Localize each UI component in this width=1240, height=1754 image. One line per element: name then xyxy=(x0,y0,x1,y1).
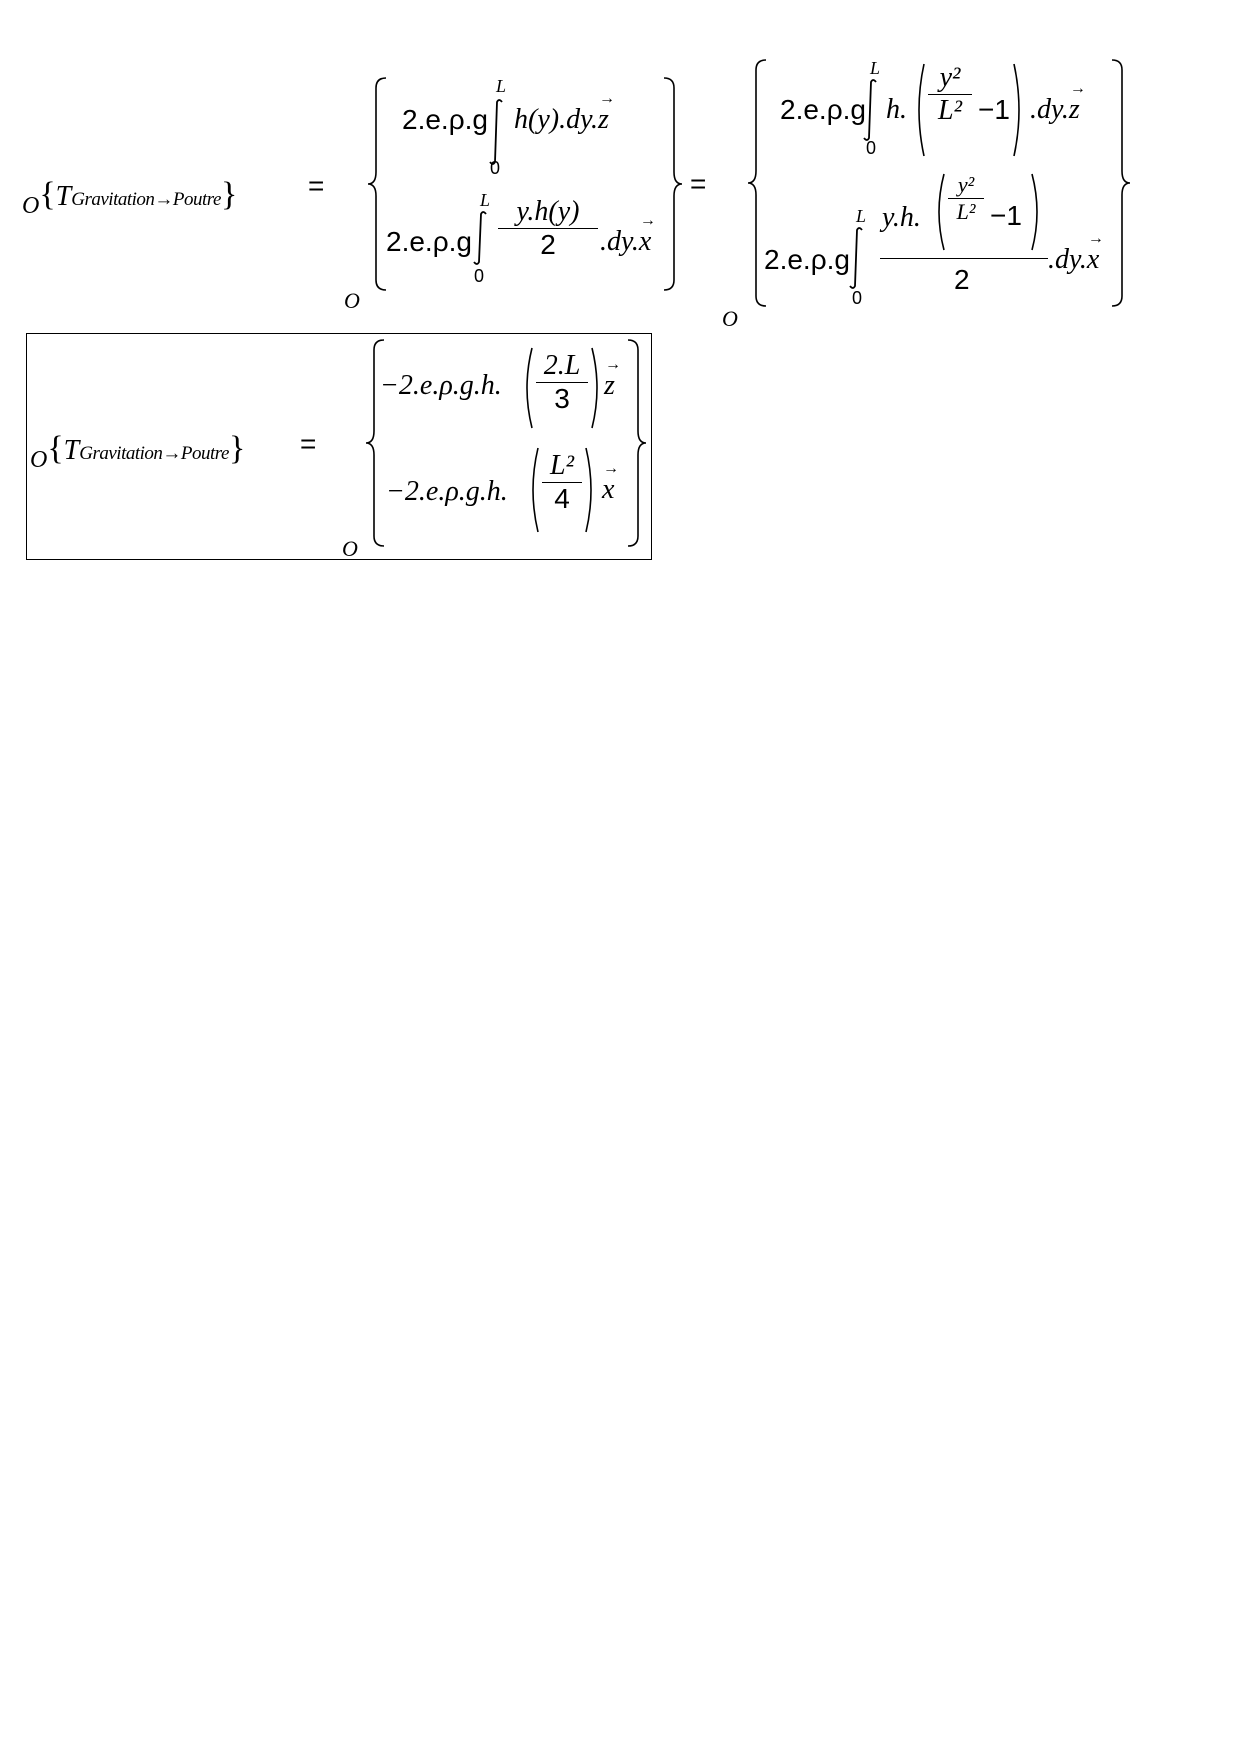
eq1-row1 xyxy=(402,104,488,137)
vector-z: → z xyxy=(1069,94,1080,126)
result-row1-fraction xyxy=(536,350,588,415)
eq1-row1-int-lower: 0 xyxy=(490,158,501,178)
result-row2-fraction xyxy=(542,450,582,515)
eq1-row2-frac-num: y.h(y) xyxy=(516,196,580,227)
equals-sign-2: = xyxy=(690,168,707,199)
eq2-row2-inner-den: L² xyxy=(956,199,976,224)
vector-x: → x xyxy=(602,474,614,506)
eq2-row1-int-upper: L xyxy=(870,58,881,78)
torsor-symbol: T xyxy=(63,435,80,466)
right-curly-brace: } xyxy=(228,430,246,467)
result-row2-left-paren xyxy=(526,446,540,539)
eq1-row1-factor: 2.e.ρ.g xyxy=(402,104,488,135)
result-row1-prefix: −2.e.ρ.g.h. xyxy=(380,370,502,401)
eq2-row1-inner-den: L² xyxy=(938,95,962,126)
result-row2-frac-den: 4 xyxy=(554,483,570,514)
result-equals-sign: = xyxy=(300,428,317,459)
eq1-row1-integrand xyxy=(514,104,609,136)
result-row2-prefix: −2.e.ρ.g.h. xyxy=(386,476,508,507)
eq1-row1-integrand-text: h(y).dy. xyxy=(514,104,598,135)
eq2-row2-tail xyxy=(1048,244,1099,276)
result-reduction-point: O xyxy=(342,536,358,561)
eq2-row2-num-prefix: y.h. xyxy=(882,202,921,233)
eq2-row1-right-paren xyxy=(1012,62,1026,163)
vector-x: → x xyxy=(639,226,651,258)
eq1-reduction-point: O xyxy=(344,288,360,313)
eq2-row2-tail-text: .dy. xyxy=(1048,244,1087,275)
integral-sign-icon xyxy=(860,78,880,142)
eq2-row1-left-paren xyxy=(912,62,926,163)
vector-x: → x xyxy=(1087,244,1099,276)
torsor-symbol: T xyxy=(55,181,72,212)
torsor-subscript-to: Poutre xyxy=(172,189,221,210)
result-row2-frac-num: L² xyxy=(550,450,574,481)
equals-sign-1: = xyxy=(308,170,325,201)
eq1-row2-int-upper: L xyxy=(480,190,491,210)
eq1-row2-int-lower: 0 xyxy=(474,266,485,286)
eq2-row2-minus-one: −1 xyxy=(990,200,1022,231)
eq2-row1-tail xyxy=(1030,94,1080,126)
torsor-point: O xyxy=(30,447,48,473)
eq1-row2-tail-text: .dy. xyxy=(600,226,639,257)
eq1-row2-frac-den: 2 xyxy=(540,229,556,260)
eq1-row2-tail xyxy=(600,226,651,258)
vector-z: → z xyxy=(604,370,615,402)
eq1-row2-fraction xyxy=(498,196,598,261)
result-right-brace xyxy=(626,338,648,548)
left-curly-brace: { xyxy=(39,176,56,213)
result-row1-vector xyxy=(604,370,615,402)
eq2-row2-factor: 2.e.ρ.g xyxy=(764,244,850,275)
torsor-subscript-to: Poutre xyxy=(180,443,229,464)
eq2-row2-den: 2 xyxy=(954,264,970,295)
eq2-row1-h: h. xyxy=(886,94,907,125)
eq2-row1-factor: 2.e.ρ.g xyxy=(780,94,866,125)
eq2-row2-right-paren xyxy=(1030,172,1044,257)
result-row2-right-paren xyxy=(584,446,598,539)
torsor-subscript-from: Gravitation xyxy=(71,189,155,210)
eq2-row1-tail-text: .dy. xyxy=(1030,94,1069,125)
eq1-row2-factor: 2.e.ρ.g xyxy=(386,226,472,257)
torsor-point: O xyxy=(22,193,40,219)
integral-sign-icon xyxy=(846,226,866,290)
eq2-row2-inner-num: y² xyxy=(957,172,975,197)
eq2-row1-inner-num: y² xyxy=(939,62,961,93)
eq2-row2-int-upper: L xyxy=(856,206,867,226)
eq2-row1-int-lower: 0 xyxy=(866,138,877,158)
torsor-subscript-from: Gravitation xyxy=(79,443,163,464)
eq2-row2-left-paren xyxy=(932,172,946,257)
result-torsor-label xyxy=(30,430,245,474)
large-left-brace-1 xyxy=(366,76,388,292)
eq2-row1-inner-fraction xyxy=(928,62,972,127)
right-curly-brace: } xyxy=(220,176,238,213)
left-curly-brace: { xyxy=(47,430,64,467)
vector-z: → z xyxy=(598,104,609,136)
large-right-brace-1 xyxy=(662,76,684,292)
fraction-bar xyxy=(880,258,1048,259)
eq2-row2-inner-fraction xyxy=(948,172,984,225)
eq1-row1-int-upper: L xyxy=(496,76,507,96)
torsor-subscript-arrow: → xyxy=(162,443,181,464)
torsor-subscript-arrow: → xyxy=(154,189,173,210)
large-right-brace-2 xyxy=(1110,58,1132,308)
integral-sign-icon xyxy=(486,98,506,166)
result-row1-frac-num: 2.L xyxy=(543,350,581,381)
result-row2-vector xyxy=(602,474,614,506)
eq2-reduction-point: O xyxy=(722,306,738,331)
eq2-row1-minus-one: −1 xyxy=(978,94,1010,125)
eq2-row2-int-lower: 0 xyxy=(852,288,863,308)
result-row1-frac-den: 3 xyxy=(554,383,570,414)
result-row1-right-paren xyxy=(590,346,604,435)
result-row1-left-paren xyxy=(520,346,534,435)
torsor-label xyxy=(22,176,237,220)
integral-sign-icon xyxy=(470,210,490,266)
